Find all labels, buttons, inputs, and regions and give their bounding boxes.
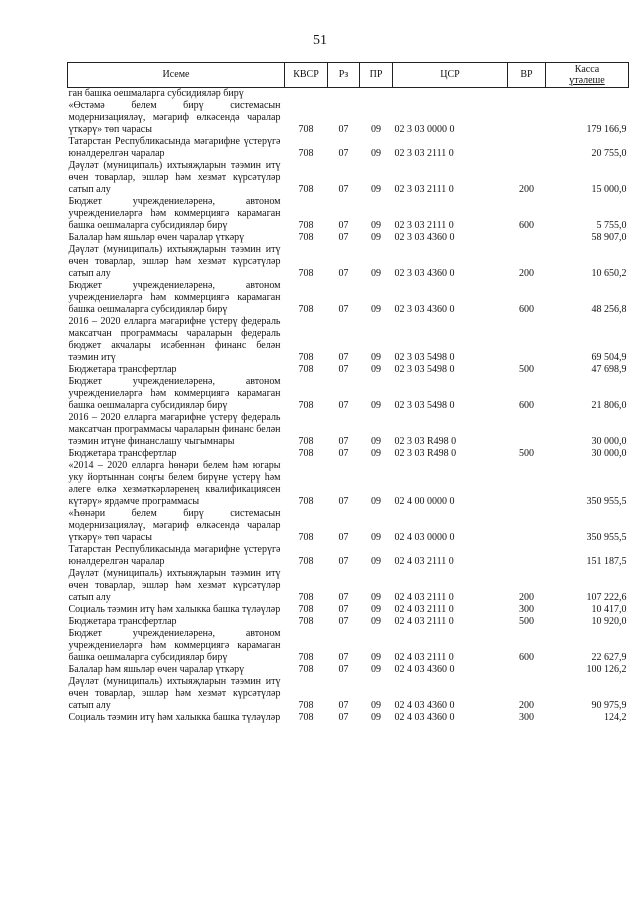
header-csr: ЦСР	[393, 63, 508, 88]
row-rz: 07	[338, 400, 349, 411]
row-kvsr: 708	[298, 220, 314, 231]
table-row	[68, 412, 629, 448]
row-csr: 02 3 03 R498 0	[394, 436, 457, 447]
row-vr	[508, 412, 546, 448]
row-name: Балалар һәм яшьләр өчен чаралар үткәрү	[68, 664, 245, 675]
row-kvsr: 708	[298, 700, 314, 711]
row-name: Дәүләт (муниципаль) ихтыяҗларын тәэмин итү өчен товарлар, эшләр һәм хезмәт күрсәтүләр сатып алу	[68, 676, 281, 711]
row-rz: 07	[338, 232, 349, 243]
table-row	[68, 160, 629, 196]
table-row	[68, 196, 629, 232]
row-pr: 09	[371, 604, 381, 615]
row-rz: 07	[338, 700, 349, 711]
page-number: 51	[313, 33, 327, 48]
row-csr: 02 4 03 2111 0	[394, 592, 454, 603]
header-kassa	[546, 63, 629, 88]
row-kvsr: 708	[298, 232, 314, 243]
row-vr: 600	[519, 400, 534, 411]
row-csr: 02 4 03 4360 0	[394, 700, 455, 711]
table-row	[68, 376, 629, 412]
row-kvsr: 708	[298, 616, 314, 627]
table-row	[68, 232, 629, 244]
row-rz: 07	[338, 616, 349, 627]
row-pr: 09	[371, 712, 381, 723]
table-row	[68, 88, 629, 101]
row-pr: 09	[371, 532, 381, 543]
row-pr: 09	[371, 184, 381, 195]
row-pr: 09	[371, 616, 381, 627]
row-rz: 07	[338, 436, 349, 447]
row-vr: 200	[519, 184, 534, 195]
table-row	[68, 508, 629, 544]
table-row	[68, 664, 629, 676]
row-csr: 02 3 03 5498 0	[394, 364, 455, 375]
row-kvsr: 708	[298, 532, 314, 543]
row-name: ган башка оешмаларга субсидияләр бирү	[68, 88, 244, 99]
row-amount: 10 417,0	[591, 604, 627, 615]
row-amount: 15 000,0	[591, 184, 627, 195]
row-csr: 02 3 03 4360 0	[394, 268, 455, 279]
row-csr: 02 3 03 4360 0	[394, 304, 455, 315]
row-name: Дәүләт (муниципаль) ихтыяҗларын тәэмин итү өчен товарлар, эшләр һәм хезмәт күрсәтүләр сатып алу	[68, 244, 281, 279]
row-vr: 500	[519, 616, 534, 627]
row-rz: 07	[338, 604, 349, 615]
row-rz: 07	[338, 220, 349, 231]
row-name: Бюджетара трансфертлар	[68, 364, 177, 375]
row-kvsr: 708	[298, 148, 314, 159]
row-rz: 07	[338, 448, 349, 459]
row-kvsr: 708	[298, 304, 314, 315]
header-kassa-line2: үтәлеше	[569, 75, 605, 86]
row-pr: 09	[371, 364, 381, 375]
row-amount: 100 126,2	[586, 664, 627, 675]
row-amount: 21 806,0	[591, 400, 627, 411]
budget-table	[67, 62, 629, 724]
row-amount: 58 907,0	[591, 232, 627, 243]
row-name: Татарстан Республикасында мәгарифне үстерүгә юнәлдерелгән чаралар	[68, 136, 281, 159]
header-pr: ПР	[360, 63, 393, 88]
table-row	[68, 628, 629, 664]
row-amount: 30 000,0	[591, 436, 627, 447]
row-csr: 02 4 03 0000 0	[394, 532, 455, 543]
row-rz: 07	[338, 532, 349, 543]
row-kvsr: 708	[298, 124, 314, 135]
row-vr: 200	[519, 268, 534, 279]
row-vr	[508, 316, 546, 364]
row-kvsr: 708	[298, 604, 314, 615]
row-pr: 09	[371, 268, 381, 279]
row-csr: 02 3 03 0000 0	[394, 124, 455, 135]
row-rz: 07	[338, 556, 349, 567]
table-row	[68, 136, 629, 160]
row-name: «Өстәмә белем бирү системасын модернизацияләү, мәгариф өлкәсендә чаралар үткәрү» төп чарасы	[68, 100, 281, 135]
row-name: Бюджетара трансфертлар	[68, 616, 177, 627]
header-kvsr: КВСР	[285, 63, 328, 88]
row-csr: 02 3 03 2111 0	[394, 220, 454, 231]
row-csr: 02 3 03 2111 0	[394, 184, 454, 195]
row-vr: 500	[519, 448, 534, 459]
row-vr	[508, 460, 546, 508]
row-pr: 09	[371, 700, 381, 711]
row-vr: 600	[519, 220, 534, 231]
table-row	[68, 280, 629, 316]
row-rz: 07	[338, 148, 349, 159]
row-csr: 02 4 03 2111 0	[394, 616, 454, 627]
row-vr: 200	[519, 700, 534, 711]
row-name: «Һөнәри белем бирү системасын модернизацияләү, мәгариф өлкәсендә чаралар үткәрү» төп чарасы	[68, 508, 281, 543]
row-vr	[508, 88, 546, 101]
table-row	[68, 244, 629, 280]
row-pr: 09	[371, 448, 381, 459]
row-kvsr: 708	[298, 184, 314, 195]
row-csr	[393, 88, 508, 101]
table-row	[68, 544, 629, 568]
header-name: Исеме	[68, 63, 285, 88]
row-csr: 02 3 03 5498 0	[394, 352, 455, 363]
row-name: Дәүләт (муниципаль) ихтыяҗларын тәэмин итү өчен товарлар, эшләр һәм хезмәт күрсәтүләр сатып алу	[68, 568, 281, 603]
row-pr: 09	[371, 436, 381, 447]
row-pr: 09	[371, 220, 381, 231]
row-kvsr: 708	[298, 436, 314, 447]
row-kvsr: 708	[298, 592, 314, 603]
row-csr: 02 4 03 2111 0	[394, 556, 454, 567]
row-kvsr: 708	[298, 496, 314, 507]
row-rz: 07	[338, 364, 349, 375]
row-kvsr: 708	[298, 400, 314, 411]
row-rz: 07	[338, 352, 349, 363]
row-rz: 07	[338, 184, 349, 195]
row-rz: 07	[338, 664, 349, 675]
table-header	[68, 63, 629, 88]
row-csr: 02 3 03 4360 0	[394, 232, 455, 243]
row-rz: 07	[338, 652, 349, 663]
table-body	[68, 88, 629, 725]
row-amount: 10 920,0	[591, 616, 627, 627]
row-pr: 09	[371, 124, 381, 135]
row-rz: 07	[338, 496, 349, 507]
row-amount: 124,2	[604, 712, 627, 723]
row-kvsr	[285, 88, 328, 101]
row-vr	[508, 100, 546, 136]
row-pr: 09	[371, 352, 381, 363]
row-kvsr: 708	[298, 352, 314, 363]
row-pr: 09	[371, 304, 381, 315]
row-rz: 07	[338, 268, 349, 279]
table-row	[68, 616, 629, 628]
row-csr: 02 4 03 2111 0	[394, 652, 454, 663]
row-pr: 09	[371, 148, 381, 159]
header-vr: ВР	[508, 63, 546, 88]
row-amount: 30 000,0	[591, 448, 627, 459]
row-name: Бюджет учреждениеләренә, автоном учреждениеләргә һәм коммерциягә карамаган башка оешмаларга субсидияләр бирү	[68, 196, 281, 231]
row-vr: 300	[519, 712, 534, 723]
table-row	[68, 604, 629, 616]
row-amount: 69 504,9	[591, 352, 627, 363]
row-rz: 07	[338, 592, 349, 603]
row-rz	[328, 88, 360, 101]
table-row	[68, 568, 629, 604]
row-amount: 5 755,0	[596, 220, 627, 231]
row-csr: 02 4 00 0000 0	[394, 496, 455, 507]
row-csr: 02 3 03 2111 0	[394, 148, 454, 159]
row-rz: 07	[338, 712, 349, 723]
row-name: Татарстан Республикасында мәгарифне үстерүгә юнәлдерелгән чаралар	[68, 544, 281, 567]
row-amount: 47 698,9	[591, 364, 627, 375]
row-name: «2014 – 2020 елларга һөнәри белем һәм югары уку йортыннан соңгы белем бирүне үстерү һәм әлеге өлкә хезмәткәрләренең квалификациясен күтәрү» ярдәмче программасы	[68, 460, 281, 507]
row-amount	[546, 88, 629, 101]
row-pr: 09	[371, 556, 381, 567]
row-kvsr: 708	[298, 664, 314, 675]
row-pr: 09	[371, 664, 381, 675]
row-rz: 07	[338, 304, 349, 315]
row-pr: 09	[371, 400, 381, 411]
row-amount: 90 975,9	[591, 700, 627, 711]
header-rz: Рз	[328, 63, 360, 88]
row-csr: 02 3 03 R498 0	[394, 448, 457, 459]
row-pr	[360, 88, 393, 101]
row-name: Бюджетара трансфертлар	[68, 448, 177, 459]
row-amount: 22 627,9	[591, 652, 627, 663]
row-pr: 09	[371, 496, 381, 507]
row-name: Бюджет учреждениеләренә, автоном учреждениеләргә һәм коммерциягә карамаган башка оешмаларга субсидияләр бирү	[68, 376, 281, 411]
row-kvsr: 708	[298, 712, 314, 723]
table-row	[68, 316, 629, 364]
row-vr	[508, 664, 546, 676]
row-kvsr: 708	[298, 364, 314, 375]
row-name: Социаль тәэмин итү һәм халыкка башка түләүләр	[68, 712, 281, 723]
row-name: 2016 – 2020 елларга мәгарифне үстерү федераль максатчан программасы чараларын федераль бюджет акчалары исәбеннән финанс белән тәэмин итү	[68, 316, 281, 363]
row-name: Дәүләт (муниципаль) ихтыяҗларын тәэмин итү өчен товарлар, эшләр һәм хезмәт күрсәтүләр сатып алу	[68, 160, 281, 195]
row-name: 2016 – 2020 елларга мәгарифне үстерү федераль максатчан программасы чараларын финанс белән тәэмин итүне финанслашу чыгымнары	[68, 412, 281, 447]
table-row	[68, 364, 629, 376]
row-vr	[508, 136, 546, 160]
row-csr: 02 3 03 5498 0	[394, 400, 455, 411]
table-row	[68, 712, 629, 724]
row-kvsr: 708	[298, 556, 314, 567]
row-pr: 09	[371, 232, 381, 243]
row-vr	[508, 232, 546, 244]
table-row	[68, 100, 629, 136]
row-amount: 350 955,5	[586, 532, 627, 543]
row-amount: 179 166,9	[586, 124, 627, 135]
header-kassa-line1: Касса	[574, 64, 600, 75]
row-name: Балалар һәм яшьләр өчен чаралар үткәрү	[68, 232, 245, 243]
row-name: Социаль тәэмин итү һәм халыкка башка түләүләр	[68, 604, 281, 615]
row-rz: 07	[338, 124, 349, 135]
row-csr: 02 4 03 4360 0	[394, 664, 455, 675]
row-pr: 09	[371, 652, 381, 663]
row-name: Бюджет учреждениеләренә, автоном учреждениеләргә һәм коммерциягә карамаган башка оешмаларга субсидияләр бирү	[68, 628, 281, 663]
row-pr: 09	[371, 592, 381, 603]
row-csr: 02 4 03 2111 0	[394, 604, 454, 615]
row-amount: 107 222,6	[586, 592, 627, 603]
row-amount: 151 187,5	[586, 556, 627, 567]
row-vr: 300	[519, 604, 534, 615]
row-amount: 350 955,5	[586, 496, 627, 507]
row-csr: 02 4 03 4360 0	[394, 712, 455, 723]
row-vr	[508, 508, 546, 544]
row-name: Бюджет учреждениеләренә, автоном учреждениеләргә һәм коммерциягә карамаган башка оешмаларга субсидияләр бирү	[68, 280, 281, 315]
row-vr: 200	[519, 592, 534, 603]
row-vr: 600	[519, 304, 534, 315]
table-row	[68, 460, 629, 508]
row-vr: 600	[519, 652, 534, 663]
row-amount: 10 650,2	[591, 268, 627, 279]
row-kvsr: 708	[298, 652, 314, 663]
row-kvsr: 708	[298, 448, 314, 459]
row-amount: 48 256,8	[591, 304, 627, 315]
row-vr	[508, 544, 546, 568]
table-row	[68, 676, 629, 712]
table-row	[68, 448, 629, 460]
row-amount: 20 755,0	[591, 148, 627, 159]
row-vr: 500	[519, 364, 534, 375]
row-kvsr: 708	[298, 268, 314, 279]
